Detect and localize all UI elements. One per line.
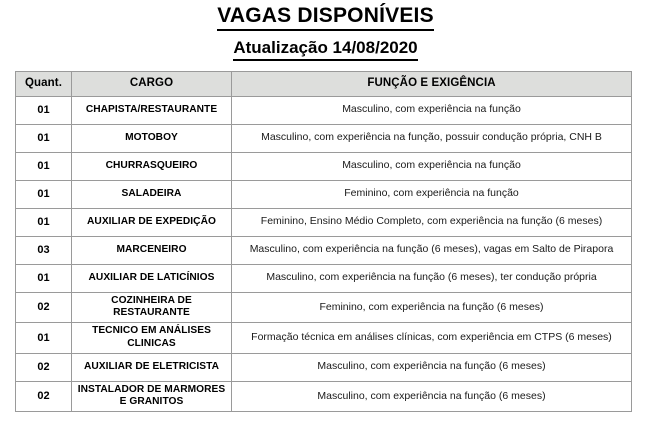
cell-quantity: 02 [16,381,72,412]
cell-role: AUXILIAR DE EXPEDIÇÃO [72,208,232,236]
table-row [16,180,632,208]
table-row [16,236,632,264]
cell-quantity: 01 [16,152,72,180]
cell-requirements: Masculino, com experiência na função (6 meses), ter condução própria [232,264,632,292]
cell-role: INSTALADOR DE MARMORES E GRANITOS [72,381,232,412]
cell-quantity: 03 [16,236,72,264]
cell-quantity: 01 [16,124,72,152]
page-subtitle: Atualização 14/08/2020 [233,37,417,60]
cell-quantity: 02 [16,353,72,381]
cell-quantity: 01 [16,264,72,292]
column-header-quantity: Quant. [16,71,72,96]
cell-role: COZINHEIRA DE RESTAURANTE [72,292,232,323]
page-title: VAGAS DISPONÍVEIS [217,3,434,31]
table-row [16,264,632,292]
cell-quantity: 01 [16,96,72,124]
title-block [0,0,651,61]
table-row [16,96,632,124]
cell-requirements: Masculino, com experiência na função (6 meses) [232,381,632,412]
cell-role: MOTOBOY [72,124,232,152]
table-row [16,124,632,152]
cell-requirements: Masculino, com experiência na função (6 meses), vagas em Salto de Pirapora [232,236,632,264]
cell-requirements: Formação técnica em análises clínicas, com experiência em CTPS (6 meses) [232,323,632,354]
table-row [16,208,632,236]
table-row [16,381,632,412]
column-header-requirements: FUNÇÃO E EXIGÊNCIA [232,71,632,96]
table-row [16,152,632,180]
vacancies-table [15,71,632,413]
column-header-role: CARGO [72,71,232,96]
cell-role: TECNICO EM ANÁLISES CLINICAS [72,323,232,354]
table-row [16,323,632,354]
cell-role: MARCENEIRO [72,236,232,264]
cell-role: CHURRASQUEIRO [72,152,232,180]
cell-requirements: Masculino, com experiência na função, possuir condução própria, CNH B [232,124,632,152]
cell-role: AUXILIAR DE ELETRICISTA [72,353,232,381]
cell-requirements: Masculino, com experiência na função [232,152,632,180]
page-subtitle-line [0,37,651,60]
table-row [16,292,632,323]
cell-requirements: Feminino, com experiência na função [232,180,632,208]
cell-quantity: 02 [16,292,72,323]
cell-requirements: Feminino, com experiência na função (6 meses) [232,292,632,323]
table-row [16,353,632,381]
cell-quantity: 01 [16,180,72,208]
table-header-row [16,71,632,96]
table-body [16,96,632,412]
cell-requirements: Feminino, Ensino Médio Completo, com experiência na função (6 meses) [232,208,632,236]
page-title-line [0,3,651,31]
cell-role: SALADEIRA [72,180,232,208]
vacancies-table-container [15,71,631,413]
cell-requirements: Masculino, com experiência na função [232,96,632,124]
cell-quantity: 01 [16,323,72,354]
cell-role: CHAPISTA/RESTAURANTE [72,96,232,124]
cell-role: AUXILIAR DE LATICÍNIOS [72,264,232,292]
cell-quantity: 01 [16,208,72,236]
cell-requirements: Masculino, com experiência na função (6 meses) [232,353,632,381]
table-header [16,71,632,96]
